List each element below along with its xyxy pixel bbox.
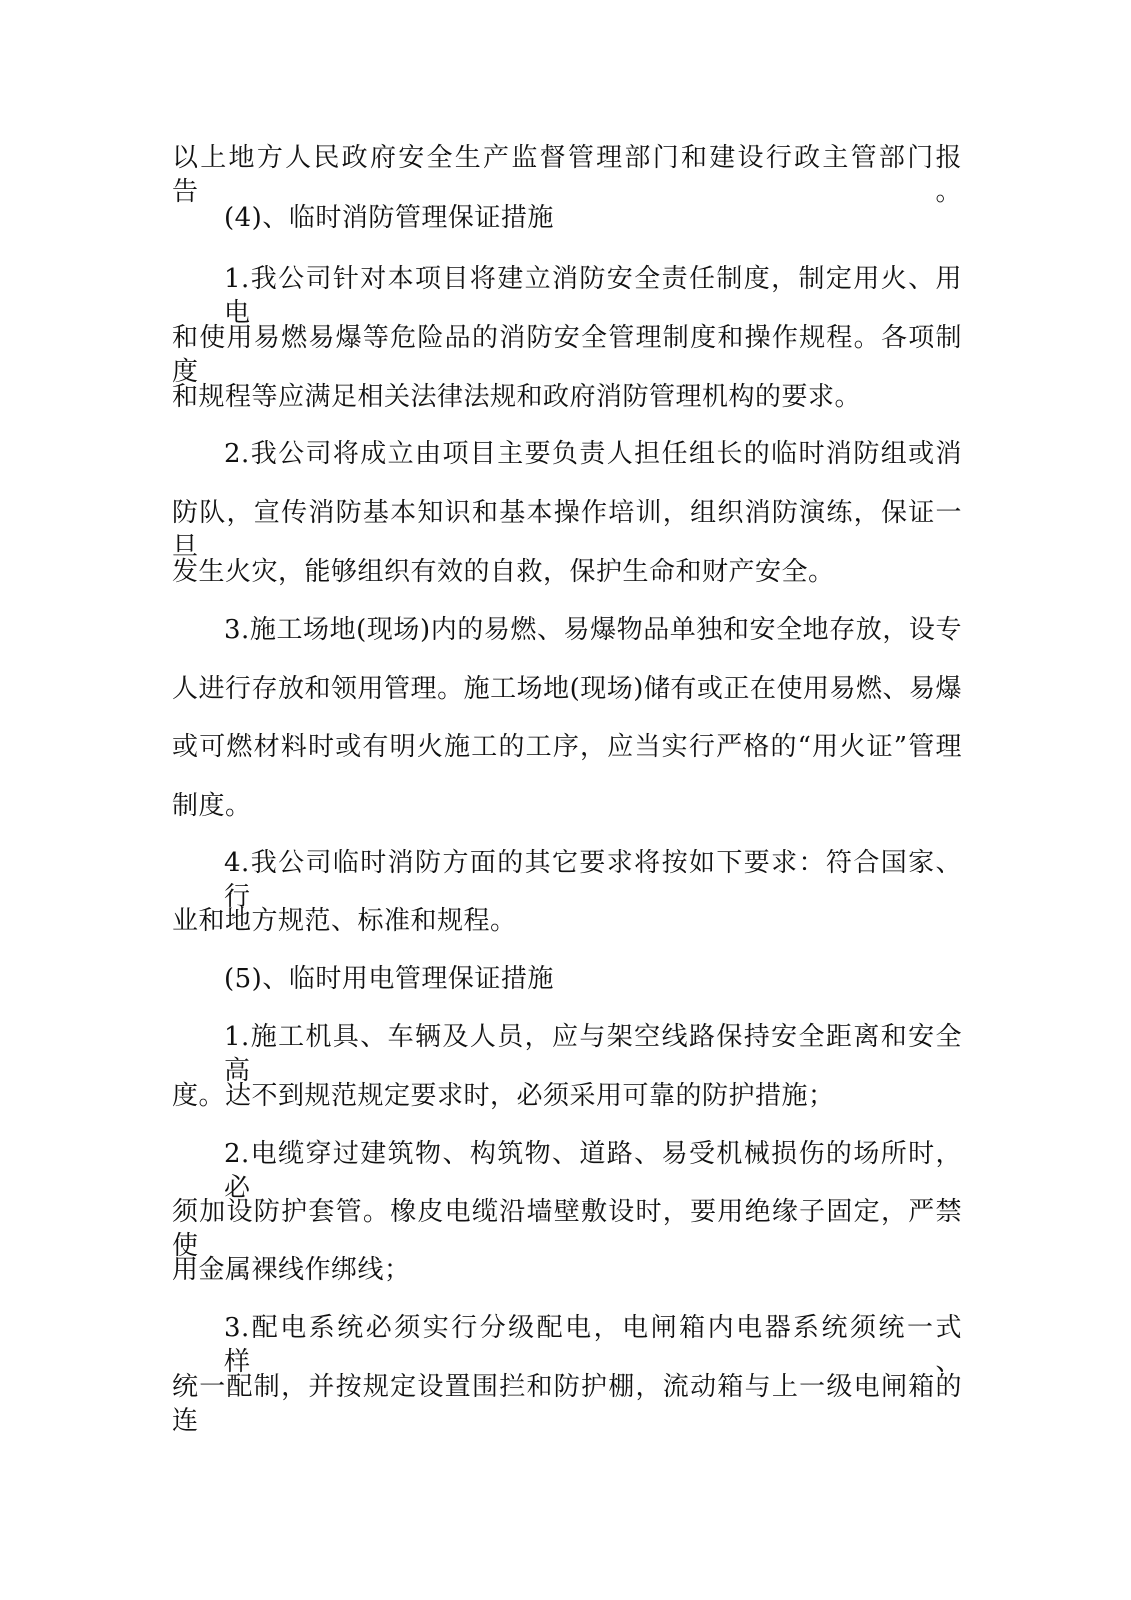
text-line: 防队，宣传消防基本知识和基本操作培训，组织消防演练，保证一旦 xyxy=(172,498,962,562)
text-line: 人进行存放和领用管理。施工场地(现场)储有或正在使用易燃、易爆 xyxy=(172,674,962,704)
text-line: 或可燃材料时或有明火施工的工序，应当实行严格的“用火证”管理 xyxy=(172,732,962,762)
text-line: 3.施工场地(现场)内的易燃、易爆物品单独和安全地存放，设专 xyxy=(224,615,962,645)
text-line: 度。达不到规范规定要求时，必须采用可靠的防护措施； xyxy=(172,1081,835,1111)
text-line: 3.配电系统必须实行分级配电，电闸箱内电器系统须统一式样、 xyxy=(224,1313,962,1377)
text-line: 统一配制，并按规定设置围拦和防护棚，流动箱与上一级电闸箱的连 xyxy=(172,1372,962,1436)
text-line: 和使用易燃易爆等危险品的消防安全管理制度和操作规程。各项制度 xyxy=(172,323,962,387)
text-line: 须加设防护套管。橡皮电缆沿墙壁敷设时，要用绝缘子固定，严禁使 xyxy=(172,1197,962,1261)
text-line: 业和地方规范、标准和规程。 xyxy=(172,906,517,936)
text-line: 和规程等应满足相关法律法规和政府消防管理机构的要求。 xyxy=(172,382,862,412)
section-heading: (4)、临时消防管理保证措施 xyxy=(224,203,554,233)
text-line: 1.施工机具、车辆及人员，应与架空线路保持安全距离和安全高 xyxy=(224,1022,962,1086)
text-line: 2.电缆穿过建筑物、构筑物、道路、易受机械损伤的场所时，必 xyxy=(224,1139,962,1203)
section-heading: (5)、临时用电管理保证措施 xyxy=(224,964,554,994)
text-line: 以上地方人民政府安全生产监督管理部门和建设行政主管部门报告。 xyxy=(172,143,962,207)
text-line: 2.我公司将成立由项目主要负责人担任组长的临时消防组或消 xyxy=(224,439,962,469)
text-line: 制度。 xyxy=(172,791,252,821)
text-line: 4.我公司临时消防方面的其它要求将按如下要求：符合国家、行 xyxy=(224,848,962,912)
text-line: 1.我公司针对本项目将建立消防安全责任制度，制定用火、用电 xyxy=(224,264,962,328)
text-line: 用金属裸线作绑线； xyxy=(172,1255,411,1285)
text-line: 发生火灾，能够组织有效的自救，保护生命和财产安全。 xyxy=(172,557,835,587)
